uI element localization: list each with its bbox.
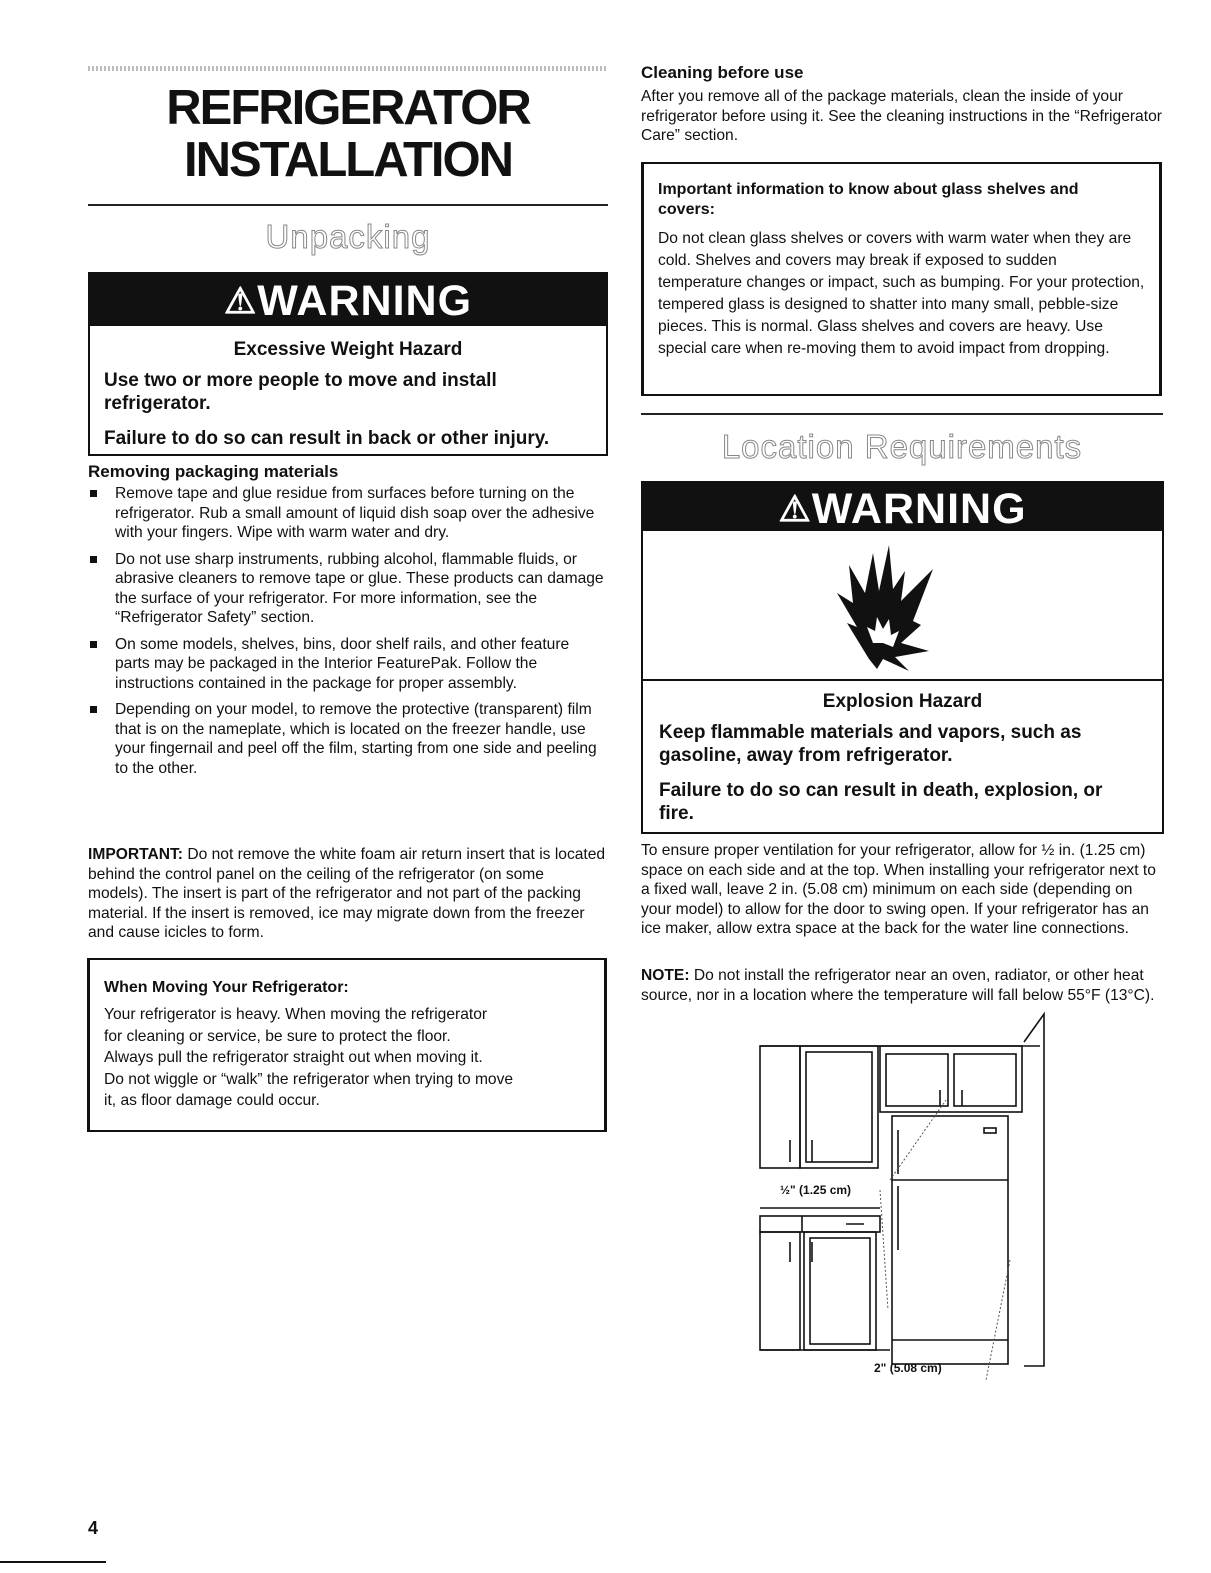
- moving-line: Do not wiggle or “walk” the refrigerator when trying to move: [104, 1070, 514, 1088]
- hazard-title: Explosion Hazard: [822, 691, 983, 712]
- moving-line: Your refrigerator is heavy. When moving the refrigerator: [104, 1006, 488, 1023]
- moving-box-heading: When Moving Your Refrigerator:: [104, 979, 349, 996]
- important-paragraph: [88, 845, 606, 943]
- warning-banner: [90, 274, 606, 326]
- title-line-2: INSTALLATION: [183, 133, 513, 187]
- packaging-bullet-list: [88, 484, 608, 785]
- ventilation-text: To ensure proper ventilation for your refrigerator, allow for ½ in. (1.25 cm) space on each side and at the top. When installing your refrigerator next to a fixed wall, leave 2 in. (5.08 cm) minimum on each side (depending on your model) to allow for the door to swing open. If your refrigerator has an ice maker, allow extra space at the back for the water line connections.: [641, 842, 1156, 937]
- important-text: Do not remove the white foam air return insert that is located behind the control panel on the ceiling of the refrigerator (on some models). The insert is part of the refrigerator and not part of the packing material. If the insert is removed, ice may migrate down from the freezer and cause icicles to form.: [88, 846, 606, 941]
- removing-packaging-heading: Removing packaging materials: [88, 462, 339, 481]
- page-number: 4: [88, 1518, 99, 1538]
- explosion-icon-area: [643, 531, 1162, 681]
- moving-box-text: [104, 1004, 604, 1112]
- divider: [641, 413, 1163, 415]
- page-title: [88, 82, 608, 186]
- glass-box-text: Do not clean glass shelves or covers with warm water when they are cold. Shelves and covers may break if exposed to sudden temperature changes or impact, such as bumping. For your protection, tempered glass is designed to shatter into many small, pebble-size pieces. This is normal. Glass shelves and covers are heavy. Use special care when re-moving them to avoid impact from dropping.: [658, 230, 1145, 357]
- note-text: Do not install the refrigerator near an oven, radiator, or other heat source, nor in a location where the temperature will fall below 55°F (13°C).: [641, 967, 1155, 1004]
- list-item: Do not use sharp instruments, rubbing alcohol, flammable fluids, or abrasive cleaners to remove tape or glue. These products can damage the surface of your refrigerator. For more information, see the “Refrigerator Safety” section.: [88, 550, 608, 628]
- cleaning-heading: Cleaning before use: [641, 63, 804, 82]
- installation-clearance-diagram: [740, 1010, 1060, 1390]
- moving-info-box: [87, 958, 607, 1132]
- glass-box-heading: Important information to know about glass shelves and covers:: [658, 181, 1079, 218]
- section-heading-unpacking: Unpacking: [265, 218, 431, 255]
- cleaning-text: After you remove all of the package materials, clean the inside of your refrigerator before using it. See the cleaning instructions in the “Refrigerator Care” section.: [641, 88, 1162, 144]
- warning-triangle-icon: ⚠: [778, 488, 812, 529]
- note-label: NOTE:: [641, 967, 690, 984]
- moving-line: for cleaning or service, be sure to protect the floor.: [104, 1027, 451, 1045]
- warning-label: WARNING: [811, 485, 1027, 533]
- list-item: Depending on your model, to remove the protective (transparent) film that is on the nameplate, which is located on the freezer handle, use your fingernail and peel off the film, starting from one side and peeling to the other.: [88, 700, 608, 778]
- note-paragraph: [641, 966, 1161, 1005]
- warning-triangle-icon: ⚠: [223, 280, 258, 321]
- warning-box-weight: [88, 272, 608, 456]
- diagram-label-top: ½" (1.25 cm): [780, 1183, 852, 1197]
- list-item: On some models, shelves, bins, door shelf rails, and other feature parts may be packaged in the Interior FeaturePak. Follow the instructions contained in the package for proper assembly.: [88, 635, 608, 694]
- warning-banner: [643, 483, 1162, 531]
- hazard-instruction: Use two or more people to move and install refrigerator.: [104, 370, 497, 414]
- list-item: Remove tape and glue residue from surfaces before turning on the refrigerator. Rub a small amount of liquid dish soap over the adhesive with your fingers. Wipe with warm water and dry.: [88, 484, 608, 543]
- glass-shelves-box: [641, 162, 1162, 396]
- hazard-consequence: Failure to do so can result in death, explosion, or fire.: [659, 780, 1103, 824]
- section-heading-location: Location Requirements: [721, 428, 1083, 465]
- hazard-consequence: Failure to do so can result in back or other injury.: [104, 428, 550, 449]
- important-label: IMPORTANT:: [88, 846, 183, 863]
- footer-rule: [0, 1561, 106, 1563]
- moving-line: it, as floor damage could occur.: [104, 1092, 320, 1109]
- divider: [88, 204, 608, 206]
- title-line-1: REFRIGERATOR: [166, 81, 530, 135]
- hazard-title: Excessive Weight Hazard: [233, 339, 463, 360]
- warning-label: WARNING: [257, 277, 473, 325]
- diagram-label-bottom: 2" (5.08 cm): [874, 1361, 942, 1375]
- decorative-dotted-rule: [88, 66, 608, 71]
- explosion-icon: [643, 531, 1162, 679]
- moving-line: Always pull the refrigerator straight out when moving it.: [104, 1049, 483, 1066]
- warning-box-explosion: [641, 481, 1164, 834]
- hazard-instruction: Keep flammable materials and vapors, such as gasoline, away from refrigerator.: [659, 722, 1082, 766]
